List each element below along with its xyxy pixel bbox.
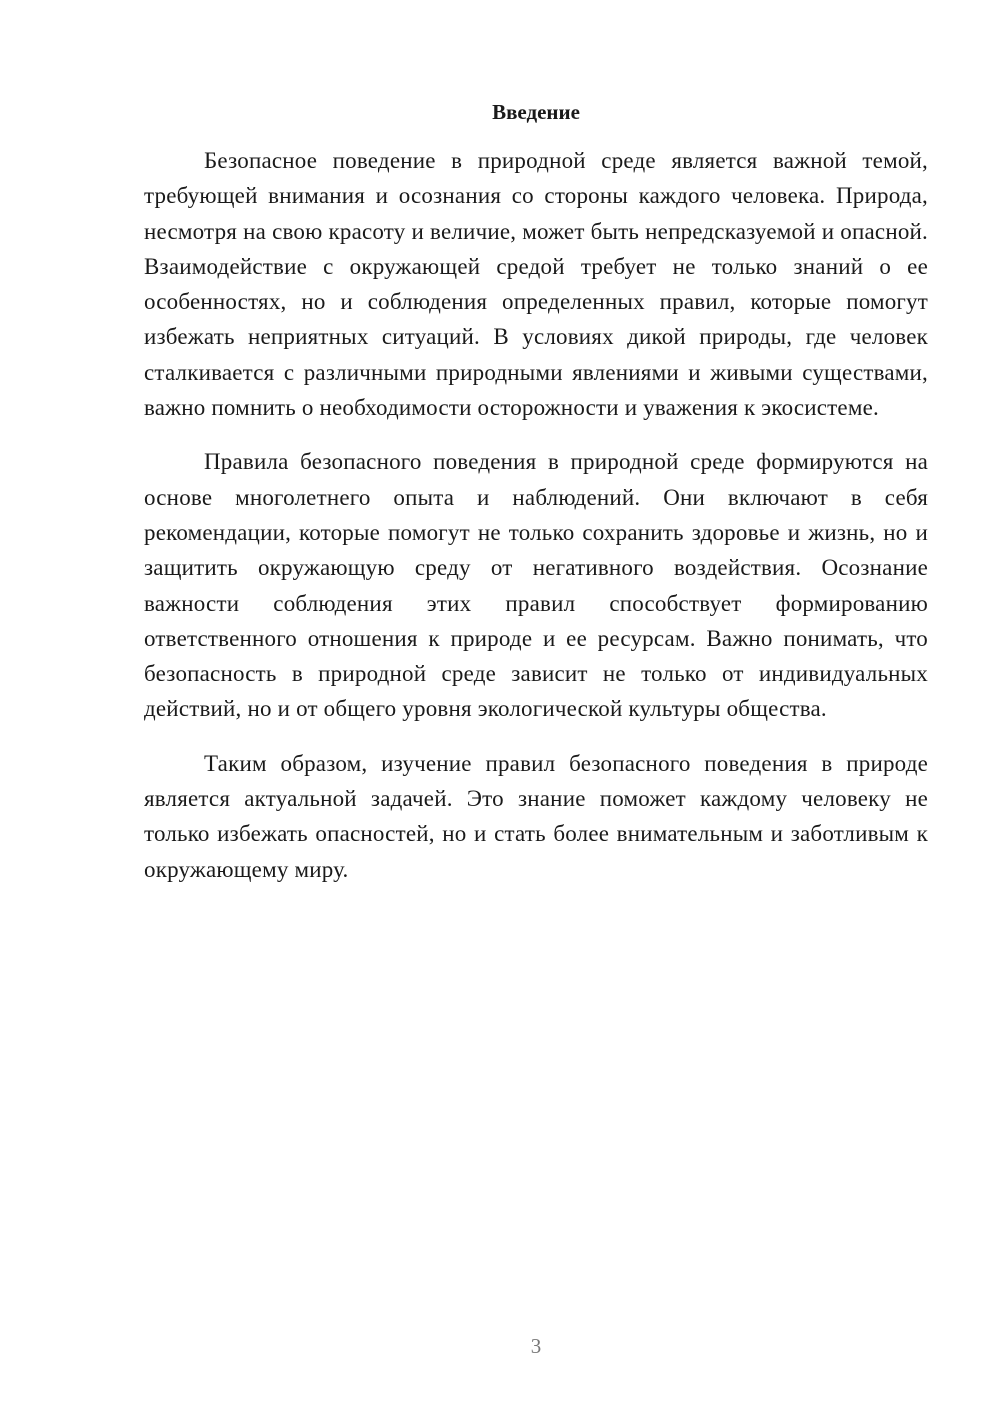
paragraph-3: Таким образом, изучение правил безопасного поведения в природе является актуальной задачей. Это знание поможет каждому человеку не только избежать опасностей, но и стать более внимательным и заботливым к окружающему миру. — [144, 750, 928, 882]
paragraph-1: Безопасное поведение в природной среде является важной темой, требующей внимания и осознания со стороны каждого человека. Природа, несмотря на свою красоту и величие, может быть непредсказуемой и опасной. Взаимодействие с окружающей средой требует не только знаний о ее особенностях, но и соблюдения определенных правил, которые помогут избежать неприятных ситуаций. В условиях дикой природы, где человек сталкивается с различными природными явлениями и живыми существами, важно помнить о необходимости осторожности и уважения к экосистеме. — [144, 148, 928, 421]
section-title: Введение — [492, 100, 580, 124]
paragraph-2: Правила безопасного поведения в природной среде формируются на основе многолетнего опыта и наблюдений. Они включают в себя рекомендации, которые помогут не только сохранить здоровье и жизнь, но и защитить окружающую среду от негативного воздействия. Осознание важности соблюдения этих правил способствует формированию ответственного отношения к природе и ее ресурсам. Важно понимать, что безопасность в природной среде зависит не только от индивидуальных действий, но и от общего уровня экологической культуры общества. — [144, 449, 928, 722]
body-text — [144, 143, 928, 887]
page-number: 3 — [530, 1334, 542, 1358]
